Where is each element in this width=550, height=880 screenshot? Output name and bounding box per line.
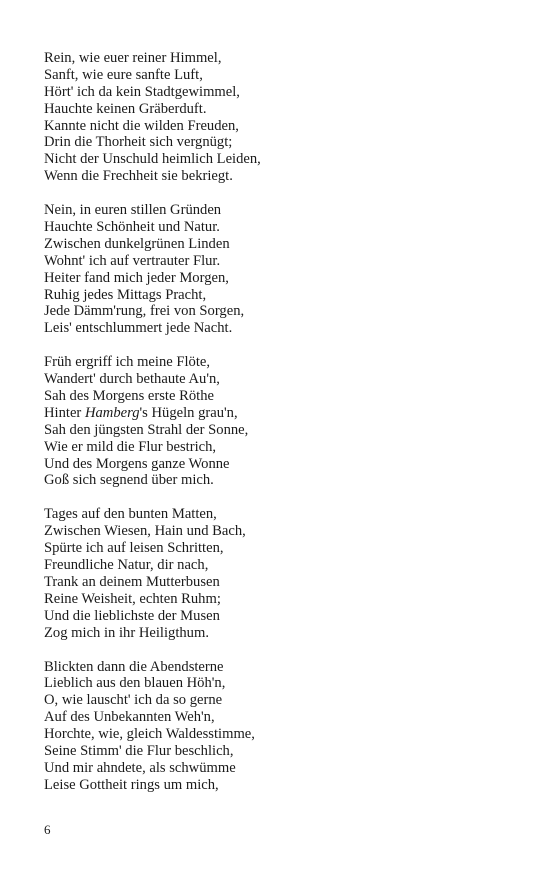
poem-line: Kannte nicht die wilden Freuden, [44, 117, 239, 134]
stanza [44, 506, 504, 641]
stanza [44, 202, 504, 337]
poem-line: Nein, in euren stillen Gründen [44, 202, 222, 219]
poem-line: Hauchte Schönheit und Natur. [44, 219, 220, 236]
poem-line: Blickten dann die Abendsterne [44, 658, 224, 675]
poem-line: Wenn die Frechheit sie bekriegt. [44, 168, 233, 185]
line-text: Hinter [44, 404, 85, 421]
poem-line: Nicht der Unschuld heimlich Leiden, [44, 151, 261, 168]
poem-line: Drin die Thorheit sich vergnügt; [44, 134, 233, 151]
poem-line: Leis' entschlummert jede Nacht. [44, 320, 233, 337]
poem-line: Zog mich in ihr Heiligthum. [44, 624, 209, 641]
poem-line: Lieblich aus den blauen Höh'n, [44, 675, 226, 692]
poem-line [44, 405, 504, 422]
poem-line: Trank an deinem Mutterbusen [44, 573, 220, 590]
poem-line: Jede Dämm'rung, frei von Sorgen, [44, 303, 245, 320]
poem-line: Zwischen dunkelgrünen Linden [44, 235, 230, 252]
poem-line: Und mir ahndete, als schwümme [44, 759, 236, 776]
stanza [44, 659, 504, 794]
poem-line: Hört' ich da kein Stadtgewimmel, [44, 83, 240, 100]
poem-line: Rein, wie euer reiner Himmel, [44, 50, 222, 66]
poem-line: Hauchte keinen Gräberduft. [44, 100, 207, 117]
poem-line: Sanft, wie eure sanfte Luft, [44, 66, 203, 83]
poem-line: Und des Morgens ganze Wonne [44, 455, 230, 472]
poem-line: Tages auf den bunten Matten, [44, 506, 217, 523]
poem-text [44, 50, 504, 811]
poem-line: Auf des Unbekannten Weh'n, [44, 709, 215, 726]
poem-line: Sah des Morgens erste Röthe [44, 388, 214, 405]
poem-line: Seine Stimm' die Flur beschlich, [44, 742, 234, 759]
poem-line: Freundliche Natur, dir nach, [44, 557, 209, 574]
poem-line: Sah den jüngsten Strahl der Sonne, [44, 421, 249, 438]
poem-line: Zwischen Wiesen, Hain und Bach, [44, 523, 246, 540]
poem-line: Ruhig jedes Mittags Pracht, [44, 286, 207, 303]
poem-line: Früh ergriff ich meine Flöte, [44, 354, 211, 371]
italic-name: Hamberg [84, 404, 140, 421]
poem-line: Heiter fand mich jeder Morgen, [44, 269, 229, 286]
poem-line: Goß sich segnend über mich. [44, 472, 214, 489]
poem-line: Wie er mild die Flur bestrich, [44, 438, 217, 455]
poem-line: Wohnt' ich auf vertrauter Flur. [44, 252, 221, 269]
line-text: 's Hügeln grau'n, [139, 404, 238, 421]
poem-line: Leise Gottheit rings um mich, [44, 776, 219, 793]
page-number: 6 [44, 822, 51, 837]
poem-line: Wandert' durch bethaute Au'n, [44, 371, 220, 388]
poem-line: Und die lieblichste der Musen [44, 607, 220, 624]
poem-line: Horchte, wie, gleich Waldesstimme, [44, 726, 255, 743]
poem-line: Spürte ich auf leisen Schritten, [44, 540, 224, 557]
poem-line: O, wie lauscht' ich da so gerne [44, 692, 223, 709]
stanza [44, 50, 504, 185]
poem-line: Reine Weisheit, echten Ruhm; [44, 590, 221, 607]
stanza [44, 354, 504, 489]
